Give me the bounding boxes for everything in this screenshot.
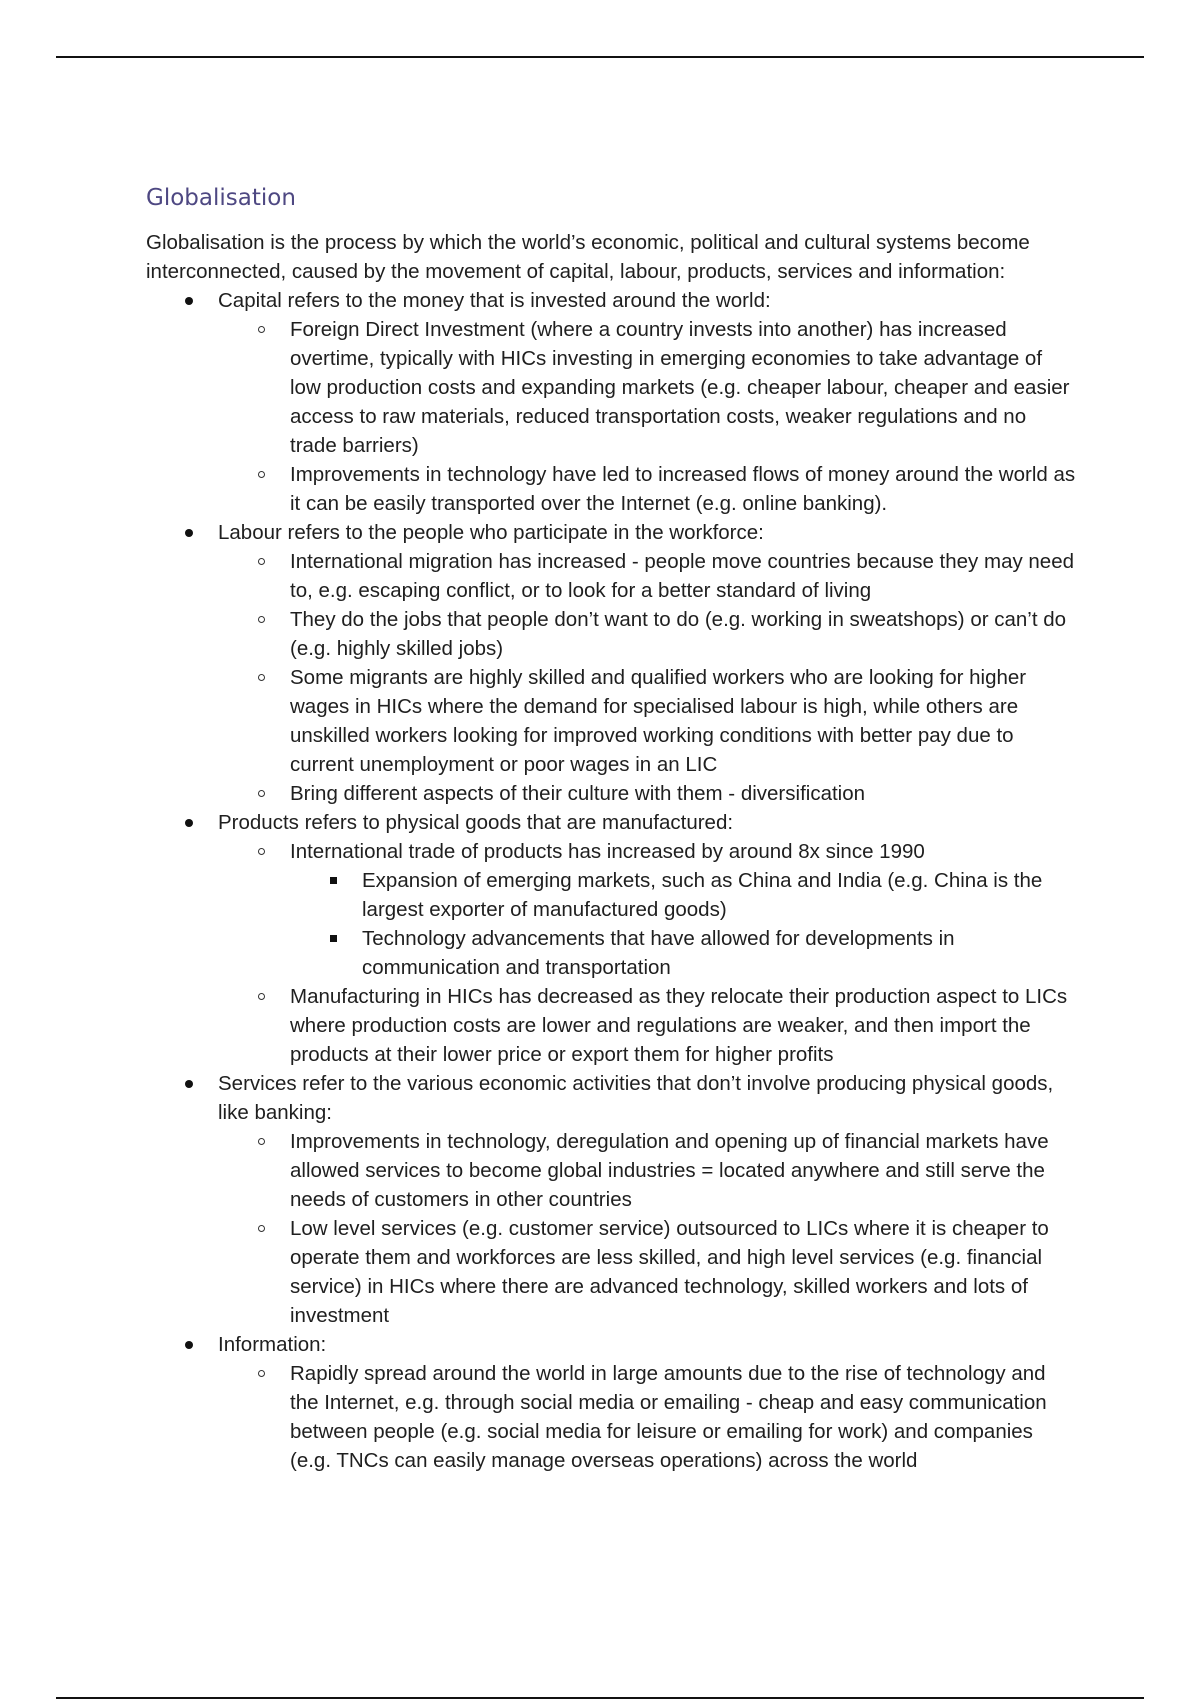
sub-list-item-text: Manufacturing in HICs has decreased as they relocate their production aspect to LICs where production costs are lower and regulations are weaker, and then import the products at their lower price or export them for higher profits: [290, 985, 1068, 1066]
sub-list-item: [146, 779, 1076, 808]
sub-list-item-text: Improvements in technology, deregulation and opening up of financial markets have allowed services to become global industries = located anywhere and still serve the needs of customers in other countries: [290, 1130, 1049, 1211]
document-body: [146, 182, 1076, 1475]
sub-list-item: [146, 837, 1076, 982]
list-item-text: Information:: [218, 1333, 327, 1356]
hollow-bullet-icon: [258, 993, 265, 1000]
hollow-bullet-icon: [258, 848, 265, 855]
sub-list-item: [146, 663, 1076, 779]
sub-sub-list-item-text: Technology advancements that have allowed for developments in communication and transportation: [362, 927, 955, 979]
intro-paragraph: Globalisation is the process by which the world’s economic, political and cultural systems become interconnected, caused by the movement of capital, labour, products, services and information:: [146, 231, 1030, 283]
bullet-icon: [185, 1080, 193, 1088]
sub-list-item-text: They do the jobs that people don’t want to do (e.g. working in sweatshops) or can’t do (e.g. highly skilled jobs): [290, 608, 1067, 660]
sub-list-item: [146, 1127, 1076, 1214]
sub-list: [218, 547, 1076, 808]
bullet-icon: [185, 297, 193, 305]
sub-list-item-text: Bring different aspects of their culture with them - diversification: [290, 782, 866, 805]
hollow-bullet-icon: [258, 558, 265, 565]
hollow-bullet-icon: [258, 471, 265, 478]
hollow-bullet-icon: [258, 790, 265, 797]
bullet-icon: [185, 819, 193, 827]
list-item-text: Products refers to physical goods that are manufactured:: [218, 811, 734, 834]
bullet-icon: [185, 529, 193, 537]
header-rule: [56, 56, 1144, 58]
sub-list-item: [146, 1359, 1076, 1475]
hollow-bullet-icon: [258, 1225, 265, 1232]
list-item-text: Capital refers to the money that is invested around the world:: [218, 289, 771, 312]
hollow-bullet-icon: [258, 674, 265, 681]
sub-list-item: [146, 1214, 1076, 1330]
sub-list-item-text: Low level services (e.g. customer service) outsourced to LICs where it is cheaper to operate them and workforces are less skilled, and high level services (e.g. financial service) in HICs where there are advanced technology, skilled workers and lots of investment: [290, 1217, 1049, 1327]
sub-list-item-text: Rapidly spread around the world in large amounts due to the rise of technology and the Internet, e.g. through social media or emailing - cheap and easy communication between people (e.g. social media for leisure or emailing for work) and companies (e.g. TNCs can easily manage overseas operations) across the world: [290, 1362, 1047, 1472]
hollow-bullet-icon: [258, 1370, 265, 1377]
hollow-bullet-icon: [258, 616, 265, 623]
list-item-text: Services refer to the various economic activities that don’t involve producing physical goods, like banking:: [218, 1072, 1054, 1124]
hollow-bullet-icon: [258, 1138, 265, 1145]
document-title: Globalisation: [146, 185, 296, 211]
square-bullet-icon: [330, 935, 337, 942]
bullet-icon: [185, 1341, 193, 1349]
sub-sub-list: [290, 866, 1076, 982]
sub-sub-list-item: [146, 866, 1076, 924]
list-item-labour: [146, 518, 1076, 808]
square-bullet-icon: [330, 877, 337, 884]
topic-list: [146, 286, 1076, 1475]
sub-list-item: [146, 547, 1076, 605]
list-item-services: [146, 1069, 1076, 1330]
footer-rule: [56, 1697, 1144, 1699]
list-item-text: Labour refers to the people who participate in the workforce:: [218, 521, 764, 544]
list-item-capital: [146, 286, 1076, 518]
sub-list-item-text: International trade of products has increased by around 8x since 1990: [290, 840, 925, 863]
sub-list: [218, 1359, 1076, 1475]
sub-list-item-text: Improvements in technology have led to increased flows of money around the world as it can be easily transported over the Internet (e.g. online banking).: [290, 463, 1076, 515]
sub-list: [218, 315, 1076, 518]
sub-list-item-text: Some migrants are highly skilled and qualified workers who are looking for higher wages in HICs where the demand for specialised labour is high, while others are unskilled workers looking for improved working conditions with better pay due to current unemployment or poor wages in an LIC: [290, 666, 1027, 776]
hollow-bullet-icon: [258, 326, 265, 333]
sub-list-item-text: Foreign Direct Investment (where a country invests into another) has increased overtime, typically with HICs investing in emerging economies to take advantage of low production costs and expanding markets (e.g. cheaper labour, cheaper and easier access to raw materials, reduced transportation costs, weaker regulations and no trade barriers): [290, 318, 1070, 457]
sub-list: [218, 837, 1076, 1069]
sub-list-item: [146, 605, 1076, 663]
sub-sub-list-item-text: Expansion of emerging markets, such as China and India (e.g. China is the largest exporter of manufactured goods): [362, 869, 1043, 921]
list-item-products: [146, 808, 1076, 1069]
sub-list-item: [146, 982, 1076, 1069]
list-item-information: [146, 1330, 1076, 1475]
sub-list-item: [146, 460, 1076, 518]
sub-sub-list-item: [146, 924, 1076, 982]
sub-list: [218, 1127, 1076, 1330]
sub-list-item-text: International migration has increased - people move countries because they may need to, e.g. escaping conflict, or to look for a better standard of living: [290, 550, 1075, 602]
sub-list-item: [146, 315, 1076, 460]
